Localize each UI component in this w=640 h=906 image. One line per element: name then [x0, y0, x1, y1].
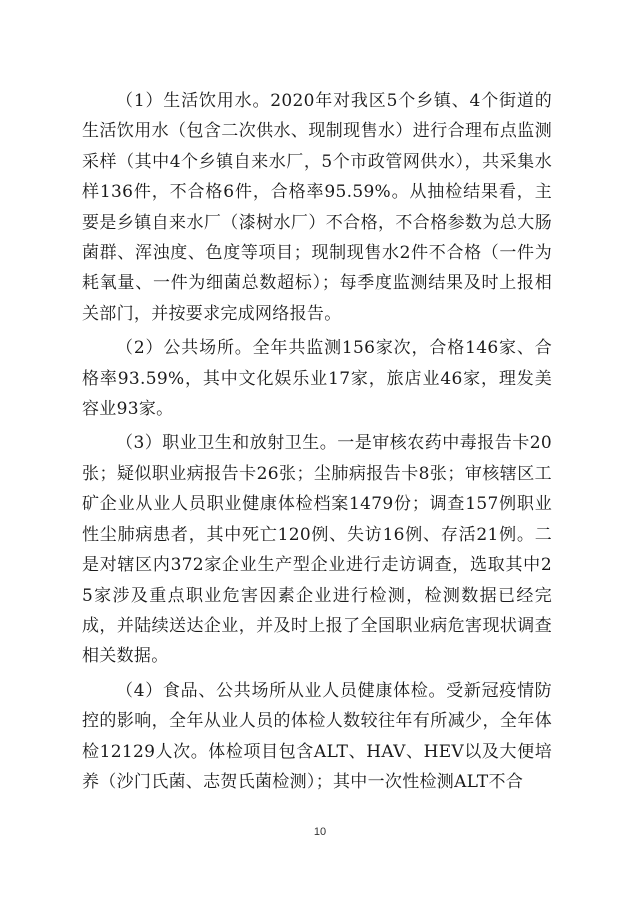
page-number: 10 [313, 826, 327, 838]
document-body [82, 86, 552, 797]
paragraph-drinking-water: （1）生活饮用水。2020年对我区5个乡镇、4个街道的生活饮用水（包含二次供水、现制现售水）进行合理布点监测采样（其中4个乡镇自来水厂，5个市政管网供水），共采集水样136件，不合格6件，合格率95.59%。从抽检结果看，主要是乡镇自来水厂（漆树水厂）不合格，不合格参数为总大肠菌群、浑浊度、色度等项目；现制现售水2件不合格（一件为耗氧量、一件为细菌总数超标）；每季度监测结果及时上报相关部门，并按要求完成网络报告。 [82, 91, 552, 324]
paragraph-public-places: （2）公共场所。全年共监测156家次，合格146家、合格率93.59%，其中文化娱乐业17家，旅店业46家，理发美容业93家。 [82, 338, 552, 420]
paragraph-occupational-health: （3）职业卫生和放射卫生。一是审核农药中毒报告卡20张；疑似职业病报告卡26张；尘肺病报告卡8张；审核辖区工矿企业从业人员职业健康体检档案1479份；调查157例职业性尘肺病患者，其中死亡120例、失访16例、存活21例。二是对辖区内372家企业生产型企业进行走访调查，选取其中25家涉及重点职业危害因素企业进行检测，检测数据已经完成，并陆续送达企业，并及时上报了全国职业病危害现状调查相关数据。 [82, 433, 552, 667]
paragraph-health-checkup: （4）食品、公共场所从业人员健康体检。受新冠疫情防控的影响，全年从业人员的体检人数较往年有所减少，全年体检12129人次。体检项目包含ALT、HAV、HEV以及大便培养（沙门氏菌、志贺氏菌检测）；其中一次性检测ALT不合 [82, 680, 552, 792]
